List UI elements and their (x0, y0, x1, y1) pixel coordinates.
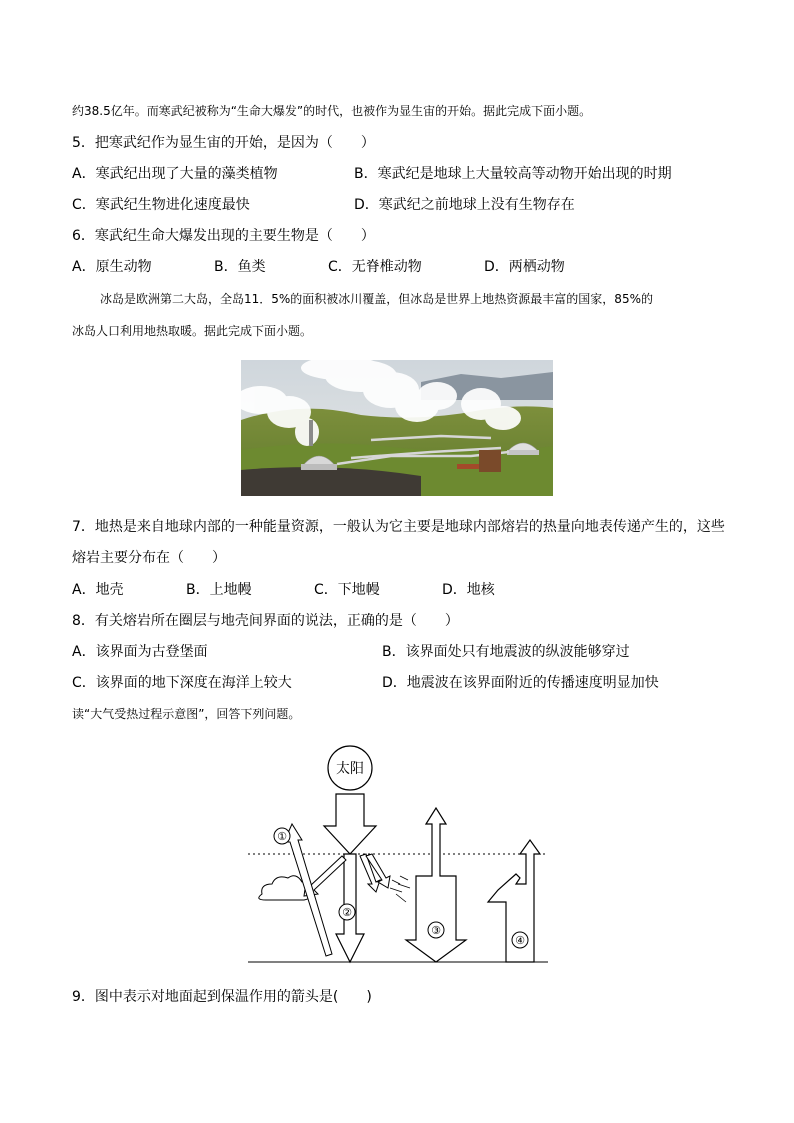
question-5-stem: 5．把寒武纪作为显生宙的开始，是因为（ ） (72, 135, 375, 151)
svg-text:①: ① (277, 830, 287, 843)
question-8-option-d[interactable]: D．地震波在该界面附近的传播速度明显加快 (382, 675, 659, 691)
geothermal-plant-photo (241, 360, 553, 496)
intro-text-2-line-1: 冰岛是欧洲第二大岛，全岛11．5%的面积被冰川覆盖，但冰岛是世界上地热资源最丰富的国家，85%的 (100, 292, 653, 306)
svg-text:③: ③ (431, 924, 441, 937)
atmospheric-heating-diagram (240, 744, 560, 974)
question-7-stem-line-1: 7．地热是来自地球内部的一种能量资源，一般认为它主要是地球内部熔岩的热量向地表传递产生的，这些 (72, 519, 725, 535)
question-7-option-d[interactable]: D．地核 (442, 582, 495, 598)
svg-text:②: ② (342, 906, 352, 919)
question-8-stem: 8．有关熔岩所在圈层与地壳间界面的说法，正确的是（ ） (72, 613, 459, 629)
question-9-stem: 9．图中表示对地面起到保温作用的箭头是( ) (72, 989, 372, 1005)
question-8-option-c[interactable]: C．该界面的地下深度在海洋上较大 (72, 675, 292, 691)
question-6-option-d[interactable]: D．两栖动物 (484, 259, 565, 275)
question-6-option-c[interactable]: C．无脊椎动物 (328, 259, 422, 275)
question-5-option-a[interactable]: A．寒武纪出现了大量的藻类植物 (72, 166, 278, 182)
question-5-option-c[interactable]: C．寒武纪生物进化速度最快 (72, 197, 250, 213)
question-6-option-a[interactable]: A．原生动物 (72, 259, 152, 275)
intro-text-2-line-2: 冰岛人口利用地热取暖。据此完成下面小题。 (72, 324, 313, 338)
question-5-option-d[interactable]: D．寒武纪之前地球上没有生物存在 (354, 197, 575, 213)
question-5-option-b[interactable]: B．寒武纪是地球上大量较高等动物开始出现的时期 (354, 166, 672, 182)
question-8-option-a[interactable]: A．该界面为古登堡面 (72, 644, 208, 660)
question-7-option-a[interactable]: A．地壳 (72, 582, 124, 598)
question-6-option-b[interactable]: B．鱼类 (214, 259, 266, 275)
question-6-stem: 6．寒武纪生命大爆发出现的主要生物是（ ） (72, 228, 375, 244)
question-7-option-b[interactable]: B．上地幔 (186, 582, 252, 598)
question-7-option-c[interactable]: C．下地幔 (314, 582, 380, 598)
sun-label: 太阳 (336, 761, 364, 777)
intro-text-3: 读“大气受热过程示意图”，回答下列问题。 (72, 707, 301, 721)
svg-text:④: ④ (515, 934, 525, 947)
question-8-option-b[interactable]: B．该界面处只有地震波的纵波能够穿过 (382, 644, 630, 660)
question-7-stem-line-2: 熔岩主要分布在（ ） (72, 550, 226, 566)
intro-text-1: 约38.5亿年。而寒武纪被称为“生命大爆发”的时代，也被作为显生宙的开始。据此完成下面小题。 (72, 104, 592, 118)
